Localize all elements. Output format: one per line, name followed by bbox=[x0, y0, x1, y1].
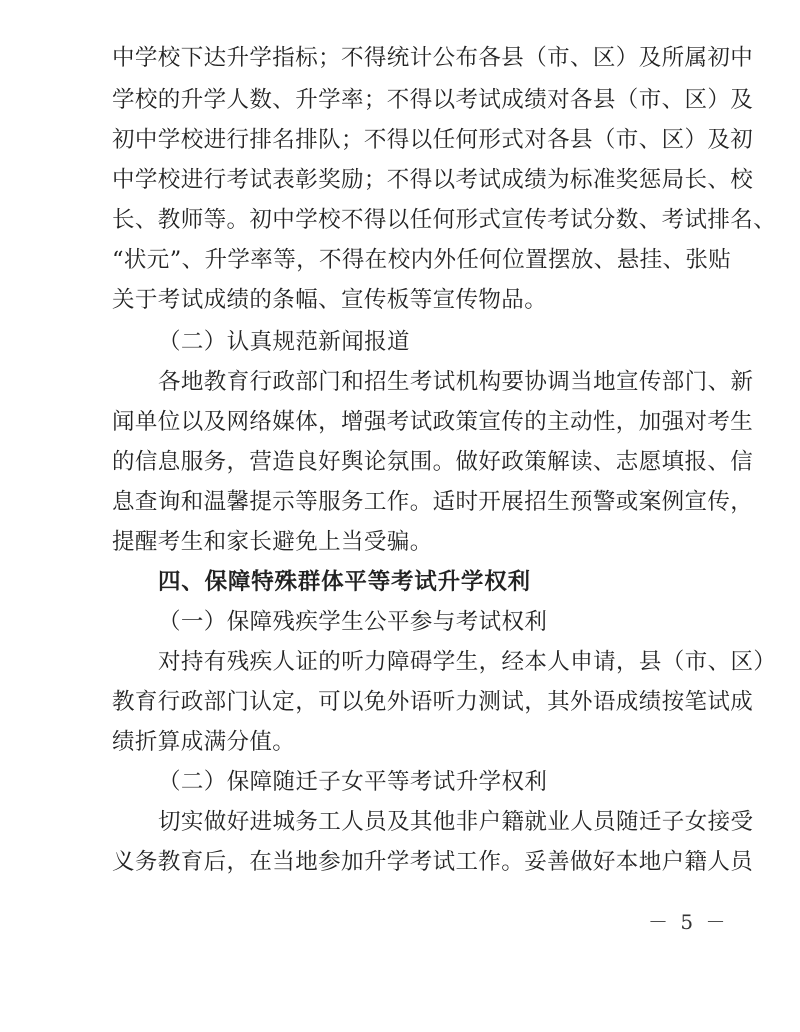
body-text-line: 的信息服务，营造良好舆论氛围。做好政策解读、志愿填报、信 bbox=[112, 449, 754, 475]
body-text-line: 中学校下达升学指标；不得统计公布各县（市、区）及所属初中 bbox=[112, 45, 754, 71]
body-text-line: “状元”、升学率等，不得在校内外任何位置摆放、悬挂、张贴 bbox=[112, 247, 732, 273]
page-number: － 5 － bbox=[648, 910, 729, 934]
paragraph-first-line: 对持有残疾人证的听力障碍学生，经本人申请，县（市、区） bbox=[158, 649, 777, 675]
section-subheading: （二）保障随迁子女平等考试升学权利 bbox=[158, 769, 548, 795]
body-text-line: 长、教师等。初中学校不得以任何形式宣传考试分数、考试排名、 bbox=[112, 207, 777, 233]
body-text-line: 绩折算成满分值。 bbox=[112, 729, 296, 755]
body-text-line: 初中学校进行排名排队；不得以任何形式对各县（市、区）及初 bbox=[112, 127, 754, 153]
body-text-line: 学校的升学人数、升学率；不得以考试成绩对各县（市、区）及 bbox=[112, 87, 754, 113]
body-text-line: 义务教育后，在当地参加升学考试工作。妥善做好本地户籍人员 bbox=[112, 849, 754, 875]
body-text-line: 提醒考生和家长避免上当受骗。 bbox=[112, 529, 433, 555]
paragraph-first-line: 各地教育行政部门和招生考试机构要协调当地宣传部门、新 bbox=[158, 369, 754, 395]
body-text-line: 闻单位以及网络媒体，增强考试政策宣传的主动性，加强对考生 bbox=[112, 409, 754, 435]
section-subheading: （二）认真规范新闻报道 bbox=[158, 329, 410, 355]
section-subheading: （一）保障残疾学生公平参与考试权利 bbox=[158, 609, 548, 635]
section-heading: 四、保障特殊群体平等考试升学权利 bbox=[158, 569, 531, 595]
body-text-line: 教育行政部门认定，可以免外语听力测试，其外语成绩按笔试成 bbox=[112, 689, 754, 715]
body-text-line: 中学校进行考试表彰奖励；不得以考试成绩为标准奖惩局长、校 bbox=[112, 167, 754, 193]
body-text-line: 关于考试成绩的条幅、宣传板等宣传物品。 bbox=[112, 287, 548, 313]
paragraph-first-line: 切实做好进城务工人员及其他非户籍就业人员随迁子女接受 bbox=[158, 809, 754, 835]
body-text-line: 息查询和温馨提示等服务工作。适时开展招生预警或案例宣传， bbox=[112, 489, 754, 515]
